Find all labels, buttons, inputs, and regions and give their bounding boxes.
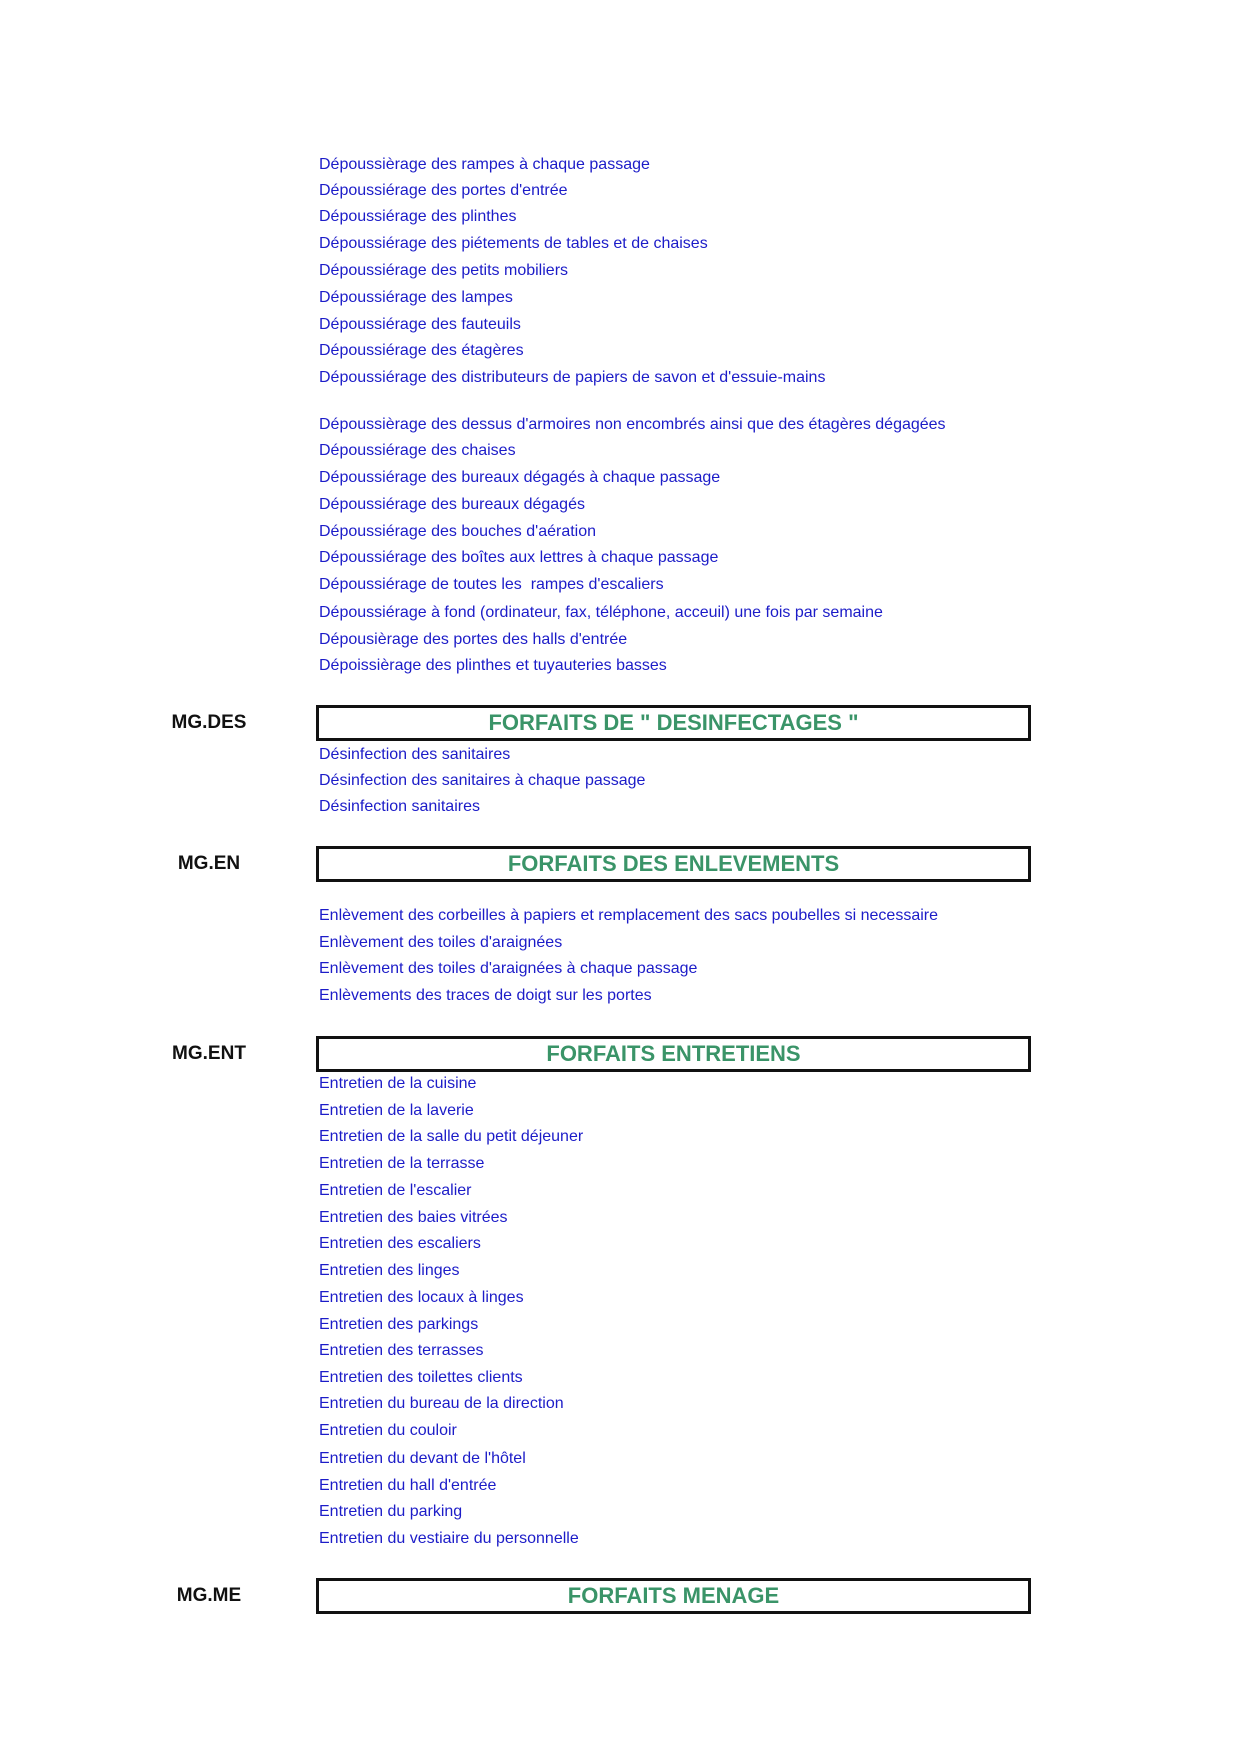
- list-item: Entretien des terrasses: [319, 1342, 484, 1359]
- list-item: Entretien des escaliers: [319, 1235, 481, 1252]
- section-header-menage: [316, 1578, 1031, 1614]
- list-item: Désinfection des sanitaires: [319, 746, 511, 763]
- list-item: Enlèvements des traces de doigt sur les portes: [319, 987, 652, 1004]
- list-item: Entretien du devant de l'hôtel: [319, 1450, 526, 1467]
- list-item: Entretien de la salle du petit déjeuner: [319, 1128, 584, 1145]
- list-item: Dépoussièrage des rampes à chaque passage: [319, 156, 650, 173]
- list-item: Désinfection des sanitaires à chaque passage: [319, 772, 646, 789]
- list-item: Entretien du bureau de la direction: [319, 1395, 564, 1412]
- list-item: Dépoussiérage des fauteuils: [319, 316, 521, 333]
- list-item: Entretien du vestiaire du personnelle: [319, 1530, 579, 1547]
- list-item: Enlèvement des toiles d'araignées à chaque passage: [319, 960, 698, 977]
- list-item: Dépoissièrage des plinthes et tuyauteries basses: [319, 657, 667, 674]
- list-item: Dépoussiérage des boîtes aux lettres à chaque passage: [319, 549, 719, 566]
- list-item: Entretien des baies vitrées: [319, 1209, 508, 1226]
- list-item: Entretien du hall d'entrée: [319, 1477, 497, 1494]
- list-item: Dépoussiérage des lampes: [319, 289, 513, 306]
- section-header-enlevements: [316, 846, 1031, 882]
- list-item: Dépoussiérage des piétements de tables et de chaises: [319, 235, 708, 252]
- list-item: Dépoussiérage des bouches d'aération: [319, 523, 597, 540]
- section-header-entretiens: [316, 1036, 1031, 1072]
- list-item: Dépoussiérage des bureaux dégagés à chaque passage: [319, 469, 721, 486]
- list-item: Dépoussièrage des dessus d'armoires non encombrés ainsi que des étagères dégagées: [319, 416, 946, 433]
- list-item: Entretien des linges: [319, 1262, 460, 1279]
- section-title: FORFAITS DE " DESINFECTAGES ": [488, 710, 859, 735]
- list-item: Entretien des locaux à linges: [319, 1289, 524, 1306]
- section-code-entretiens: MG.ENT: [172, 1043, 246, 1064]
- section-code-desinfectages: MG.DES: [171, 712, 247, 733]
- list-item: Dépoussiérage de toutes les rampes d'escaliers: [319, 576, 664, 593]
- list-item: Dépoussiérage des distributeurs de papiers de savon et d'essuie-mains: [319, 369, 826, 386]
- section-title: FORFAITS MENAGE: [567, 1583, 780, 1608]
- list-item: Entretien de la cuisine: [319, 1075, 477, 1092]
- section-title: FORFAITS DES ENLEVEMENTS: [507, 851, 840, 876]
- list-item: Dépoussiérage des plinthes: [319, 208, 517, 225]
- list-item: Enlèvement des corbeilles à papiers et remplacement des sacs poubelles si necessaire: [319, 907, 938, 924]
- list-item: Entretien de la laverie: [319, 1102, 474, 1119]
- list-item: Entretien des toilettes clients: [319, 1369, 523, 1386]
- section-header-desinfectages: [316, 705, 1031, 741]
- list-item: Entretien du parking: [319, 1503, 463, 1520]
- list-item: Dépoussiérage des portes d'entrée: [319, 182, 568, 199]
- section-code-enlevements: MG.EN: [177, 853, 241, 874]
- list-item: Dépoussiérage des chaises: [319, 442, 516, 459]
- list-item: Dépoussiérage des petits mobiliers: [319, 262, 569, 279]
- list-item: Entretien des parkings: [319, 1316, 479, 1333]
- list-item: Enlèvement des toiles d'araignées: [319, 934, 563, 951]
- list-item: Désinfection sanitaires: [319, 798, 480, 815]
- list-item: Dépoussiérage des étagères: [319, 342, 524, 359]
- section-title: FORFAITS ENTRETIENS: [546, 1041, 801, 1066]
- section-code-menage: MG.ME: [176, 1585, 242, 1606]
- list-item: Dépoussiérage des bureaux dégagés: [319, 496, 585, 513]
- list-item: Entretien de l'escalier: [319, 1182, 472, 1199]
- list-item: Entretien de la terrasse: [319, 1155, 485, 1172]
- list-item: Dépoussiérage à fond (ordinateur, fax, téléphone, acceuil) une fois par semaine: [319, 604, 883, 621]
- list-item: Dépousièrage des portes des halls d'entrée: [319, 631, 628, 648]
- list-item: Entretien du couloir: [319, 1422, 457, 1439]
